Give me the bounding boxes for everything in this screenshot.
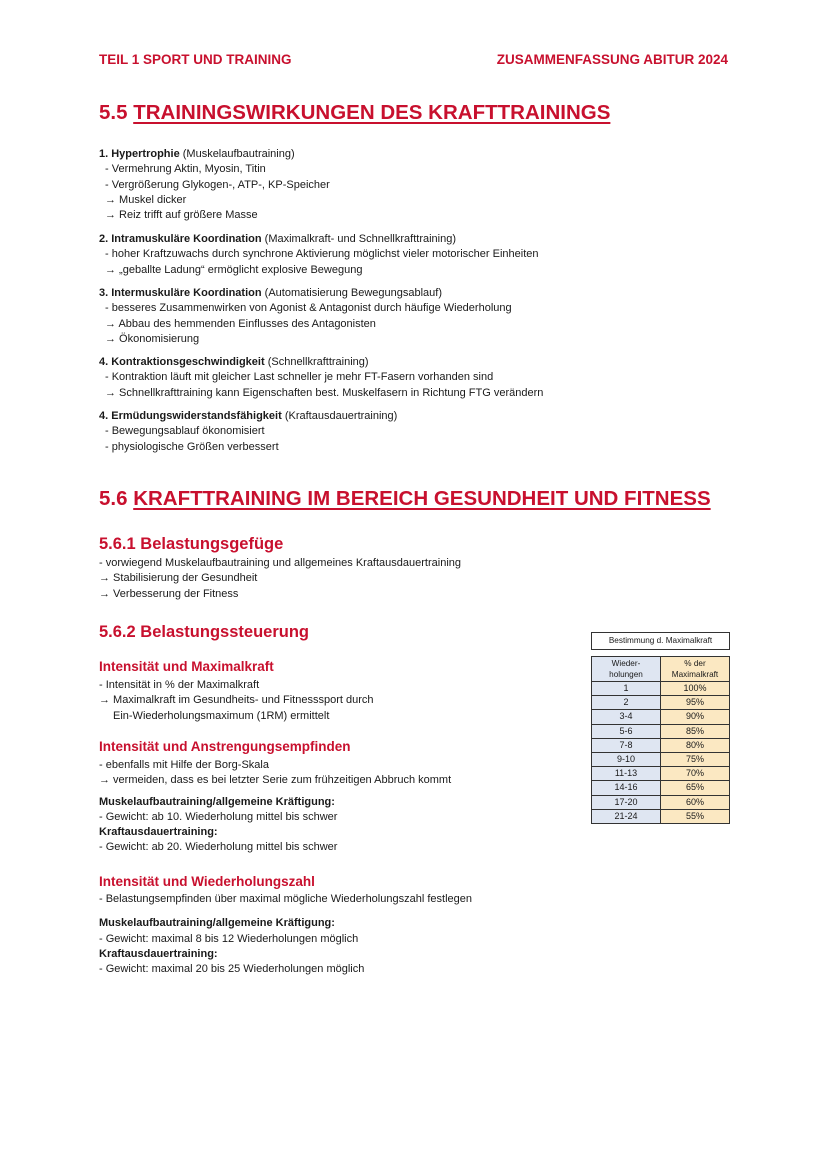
- effect-item-4: 4. Kontraktionsgeschwindigkeit (Schnellkrafttraining) - Kontraktion läuft mit gleicher Last schneller je mehr FT-Fasern vorhanden sind → Schnellkrafttraining kann Eigenschaften best. Muskelfasern in Richtung FTG verändern: [99, 356, 544, 399]
- table-row: 9-10 75%: [592, 752, 730, 766]
- effect-item-3: 3. Intermuskuläre Koordination (Automatisierung Bewegungsablauf) - besseres Zusammenwirken von Agonist & Antagonist durch häufige Wiederholung → Abbau des hemmenden Einflusses des Antagonisten → Ökonomisierung: [99, 287, 512, 345]
- table-row: 14-16 65%: [592, 781, 730, 795]
- table-row: 21-24 55%: [592, 809, 730, 823]
- header-left: TEIL 1 SPORT UND TRAINING: [99, 52, 292, 67]
- subsection-5-6-2-heading: 5.6.2 Belastungssteuerung: [99, 623, 309, 641]
- repetitions-heading: Intensität und Wiederholungszahl: [99, 874, 315, 889]
- table-row: 17-20 60%: [592, 795, 730, 809]
- max-strength-table: [591, 632, 730, 824]
- section-5-5-heading: [99, 101, 610, 125]
- section-5-6-heading: [99, 487, 711, 511]
- col-header-percentage: % der Maximalkraft: [661, 657, 730, 682]
- table-title: Bestimmung d. Maximalkraft: [591, 632, 730, 650]
- section-number: 5.5: [99, 101, 128, 124]
- section-number: 5.6: [99, 487, 128, 510]
- table-row: 2 95%: [592, 696, 730, 710]
- exertion-text: - ebenfalls mit Hilfe der Borg-Skala → vermeiden, dass es bei letzter Serie zum frühzeitigen Abbruch kommt Muskelaufbautraining/allgemeine Kräftigung: - Gewicht: ab 10. Wiederholung mittel bis schwer Kraftausdauertraining: - Gewicht: ab 20. Wiederholung mittel bis schwer: [99, 759, 452, 854]
- exertion-heading: Intensität und Anstrengungsempfinden: [99, 739, 351, 754]
- table-row: 1 100%: [592, 682, 730, 696]
- repetitions-text: - Belastungsempfinden über maximal mögliche Wiederholungszahl festlegen Muskelaufbautraining/allgemeine Kräftigung: - Gewicht: maximal 8 bis 12 Wiederholungen möglich Kraftausdauertraining: - Gewicht: maximal 20 bis 25 Wiederholungen möglich: [99, 893, 472, 976]
- table-row: 11-13 70%: [592, 767, 730, 781]
- percentage-table: [591, 656, 730, 824]
- effect-item-2: 2. Intramuskuläre Koordination (Maximalkraft- und Schnellkrafttraining) - hoher Kraftzuwachs durch synchrone Aktivierung möglichst vieler motorischer Einheiten → „geballte Ladung“ ermöglicht explosive Bewegung: [99, 233, 539, 276]
- header-right: ZUSAMMENFASSUNG ABITUR 2024: [496, 52, 728, 67]
- effect-item-5: 4. Ermüdungswiderstandsfähigkeit (Kraftausdauertraining) - Bewegungsablauf ökonomisiert - physiologische Größen verbessert: [99, 410, 398, 453]
- col-header-repetitions: Wieder- holungen: [592, 657, 661, 682]
- section-title: TRAININGSWIRKUNGEN DES KRAFTTRAININGS: [133, 101, 611, 124]
- section-title: KRAFTTRAINING IM BEREICH GESUNDHEIT UND FITNESS: [133, 487, 711, 510]
- effect-item-1: 1. Hypertrophie (Muskelaufbautraining) - Vermehrung Aktin, Myosin, Titin - Vergrößerung Glykogen-, ATP-, KP-Speicher → Muskel dicker → Reiz trifft auf größere Masse: [99, 148, 330, 222]
- max-strength-heading: Intensität und Maximalkraft: [99, 659, 274, 674]
- table-row: 3-4 90%: [592, 710, 730, 724]
- subsection-5-6-1-heading: 5.6.1 Belastungsgefüge: [99, 535, 284, 553]
- max-strength-text: - Intensität in % der Maximalkraft → Maximalkraft im Gesundheits- und Fitnesssport durch Ein-Wiederholungsmaximum (1RM) ermittelt: [99, 679, 374, 722]
- table-row: 7-8 80%: [592, 738, 730, 752]
- table-row: 5-6 85%: [592, 724, 730, 738]
- belastungsgefuege-text: - vorwiegend Muskelaufbautraining und allgemeines Kraftausdauertraining → Stabilisierung der Gesundheit → Verbesserung der Fitness: [99, 557, 461, 600]
